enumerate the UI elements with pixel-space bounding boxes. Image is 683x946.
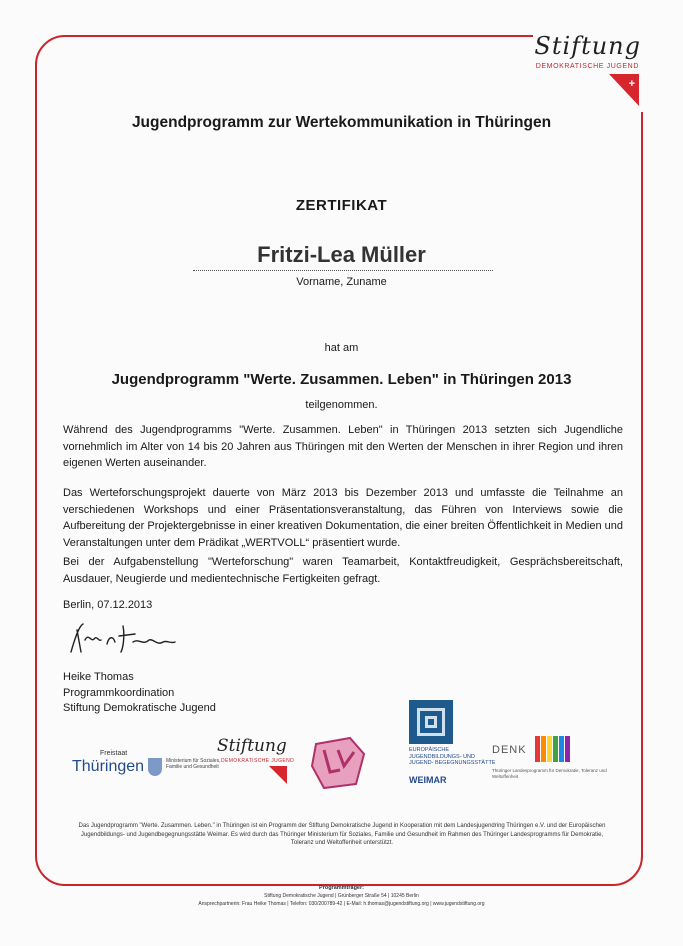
fine-print: Das Jugendprogramm "Werte. Zusammen. Leben." in Thüringen ist ein Programm der Stiftung Demokratische Jugend in Kooperation mit dem Landesjugendring Thüringen e.V. und der Europäischen Jugendbildungs- und Jugendbegegnungsstätte Weimar. Es wird durch das Thüringer Ministerium für Soziales, Familie und Gesundheit im Rahmen des Thüringer Landesprogramms für Demokratie, Toleranz und Weltoffenheit unterstützt. [78,823,606,846]
thueringen-name: Thüringen [72,758,145,775]
date-line: Berlin, 07.12.2013 [63,599,153,611]
signature-icon [63,618,193,658]
name-dotted-line [193,270,493,271]
stiftung-logo-subtitle: DEMOKRATISCHE JUGEND [535,63,639,70]
footer-heading: Programmträger: [319,885,364,891]
paragraph-1: Während des Jugendprogramms "Werte. Zusammen. Leben" in Thüringen 2013 setzten sich Jugendliche vornehmlich im Alter von 14 bis 20 Jahren aus Thüringen mit den Werten der Menschen in ihrer Region und ihren eigenen Werten auseinander. [63,424,623,469]
denkbunt-color-bars-icon [535,736,575,762]
signatory-name: Heike Thomas [63,671,134,683]
denkbunt-logo [490,744,615,794]
thueringen-logo [70,750,220,790]
signatory-role: Programmkoordination [63,686,175,699]
stiftung-logo-script: Stiftung [534,32,641,60]
denkbunt-word: DENK [492,744,527,756]
ejb-text: EUROPÄISCHE JUGENDBILDUNGS- UND JUGEND- BEGEGNUNGSSTÄTTE [409,747,496,766]
ejb-square-core [425,716,437,728]
sdj-logo-subtitle: DEMOKRATISCHE JUGEND [221,758,295,764]
ejb-weimar-logo [403,700,495,795]
sdj-logo [215,736,295,786]
program-name: Jugendprogramm "Werte. Zusammen. Leben" in Thüringen 2013 [111,371,572,388]
paragraph-3: Bei der Aufgabenstellung "Werteforschung" waren Teamarbeit, Kontaktfreudigkeit, Gesprächsbereitschaft, Ausdauer, Neugierde und medientechnische Fertigkeiten gefragt. [63,556,623,585]
denkbunt-subtitle: Thüringer Landesprogramm für Demokratie, Toleranz und Weltoffenheit [492,768,607,779]
teilgenommen-text: teilgenommen. [305,399,378,411]
recipient-name: Fritzi-Lea Müller [257,242,426,267]
recipient-name-label: Vorname, Zuname [296,276,387,288]
landesjugendring-logo-icon [310,736,368,790]
footer [0,884,683,908]
sdj-logo-script: Stiftung [217,736,287,756]
partner-logos [60,700,620,800]
signatory-org: Stiftung Demokratische Jugend [63,702,216,714]
stiftung-logo [533,32,645,112]
thueringen-ministry: Ministerium für Soziales, Familie und Gesundheit [166,758,221,770]
hat-am-text: hat am [324,342,359,354]
program-title: Jugendprogramm zur Wertekommunikation in Thüringen [131,114,552,131]
crest-icon [148,758,162,776]
footer-line-1: Stiftung Demokratische Jugend | Grünberger Straße 54 | 10245 Berlin [264,893,419,899]
sdj-triangle-icon [269,766,287,784]
thueringen-freistaat: Freistaat [100,750,128,757]
certificate-heading: ZERTIFIKAT [295,197,388,214]
ejb-city: WEIMAR [409,775,447,785]
logo-mark-icon: + [628,78,635,90]
paragraph-2: Das Werteforschungsprojekt dauerte von März 2013 bis Dezember 2013 und umfasste die Teilnahme an verschiedenen Workshops und einer Präsentationsveranstaltung, das Führen von Interviews sowie die Aufbereitung der Projektergebnisse in einer kreativen Dokumentation, die einer breiten Öffentlichkeit in Medien und Veranstaltungen unter dem Prädikat „WERTVOLL“ präsentiert wurde. [63,487,623,549]
footer-line-2: Ansprechpartnerin: Frau Heike Thomas | Telefon: 030/200789-42 | E-Mail: h.thomas@jugendstiftung.org | www.jugendstiftung.org [198,901,485,907]
